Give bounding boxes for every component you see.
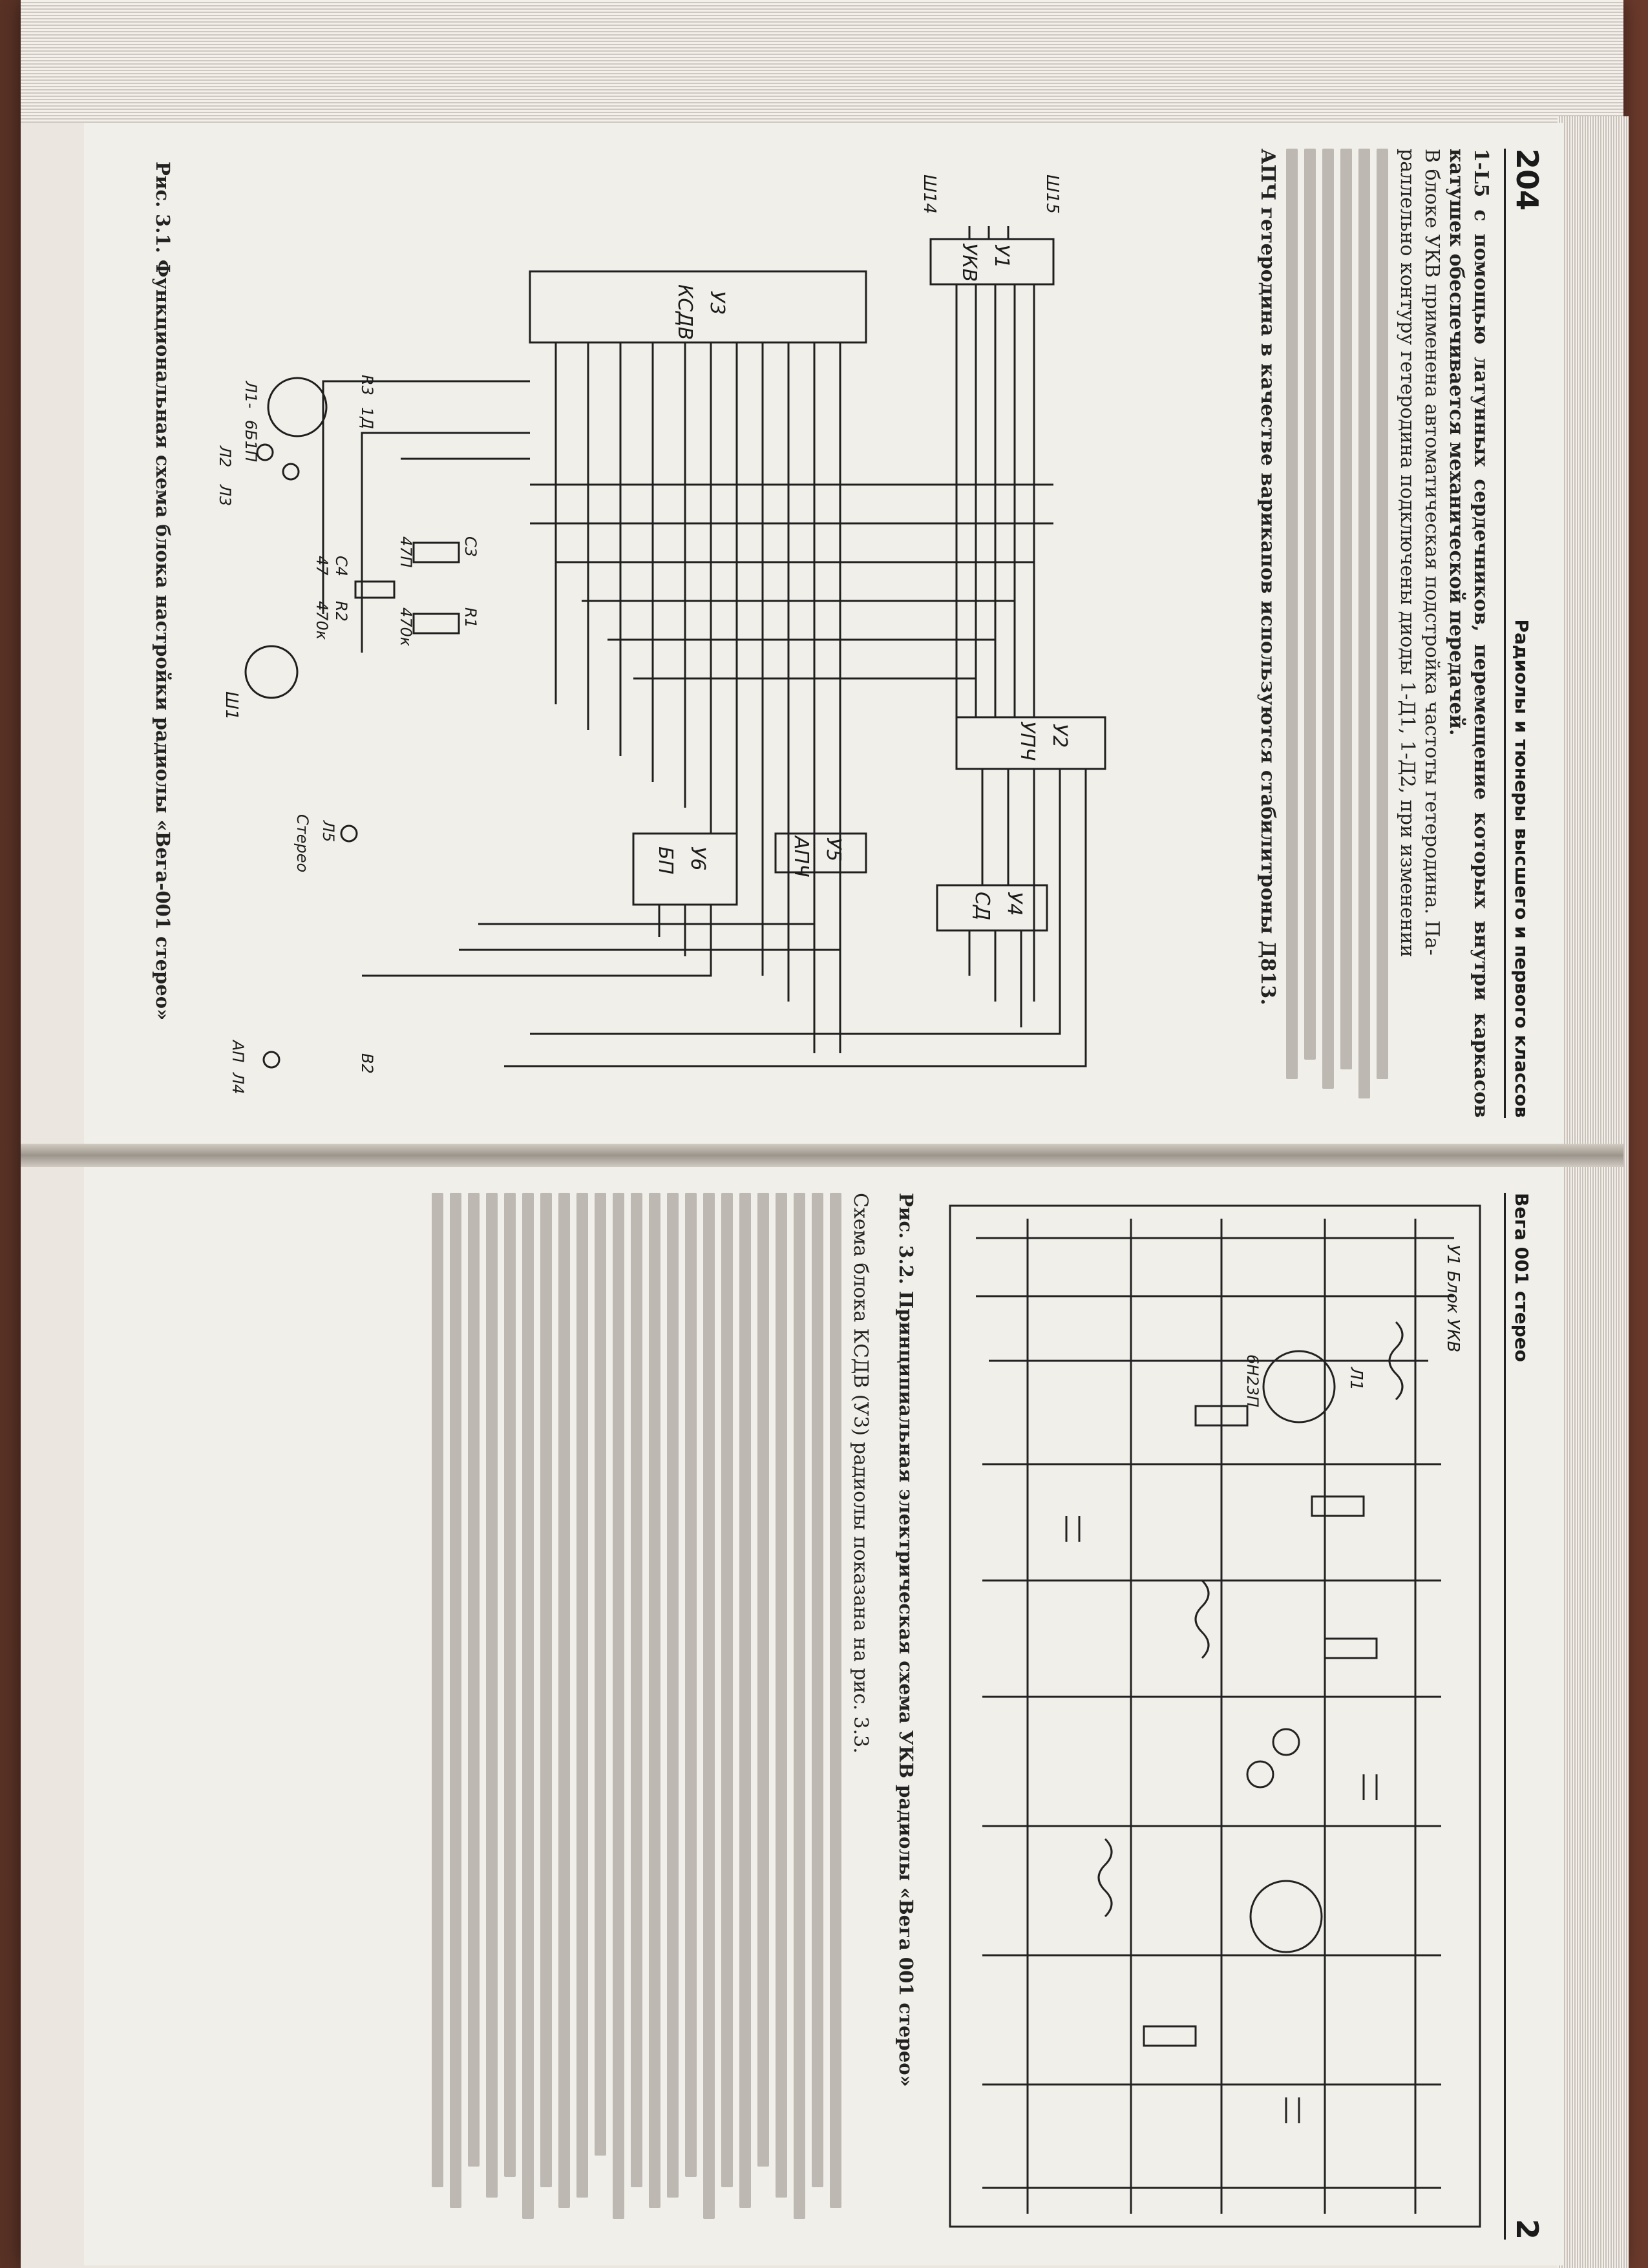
label-u4: У4 bbox=[1003, 892, 1026, 916]
label-tube: 6Н23П bbox=[1243, 1354, 1262, 1407]
functional-schematic bbox=[194, 162, 1202, 1105]
illegible-line bbox=[739, 1193, 751, 2208]
principal-schematic bbox=[931, 1193, 1493, 2240]
paragraph-line-2: раллельно контуру гетеродина подключены диоды 1-Д1, 1-Д2, при изменении bbox=[1396, 149, 1419, 958]
illegible-line bbox=[631, 1193, 642, 2187]
label-r3-value: 1Д bbox=[358, 407, 376, 430]
illegible-line bbox=[776, 1193, 787, 2198]
label-sd: СД bbox=[971, 892, 993, 921]
page-number: 204 bbox=[1510, 149, 1545, 211]
page-204 bbox=[84, 123, 1564, 1144]
label-u2: У2 bbox=[1048, 724, 1071, 748]
label-l2: Л2 bbox=[216, 446, 234, 468]
label-block-ukv: У1 Блок УКВ bbox=[1443, 1244, 1463, 1353]
label-sh15: Ш15 bbox=[1042, 174, 1062, 214]
last-line: АПЧ гетеродина в качестве варикапов используются стабилитроны Д813. bbox=[1256, 149, 1279, 1005]
label-l4: Л4 bbox=[229, 1073, 247, 1095]
illegible-line bbox=[522, 1193, 534, 2219]
illegible-line bbox=[1304, 149, 1316, 1060]
label-sh1: Ш1 bbox=[222, 691, 241, 720]
label-ukv: УКВ bbox=[958, 243, 980, 282]
illegible-line bbox=[540, 1193, 552, 2187]
label-u5: У5 bbox=[822, 837, 845, 862]
illegible-line bbox=[450, 1193, 461, 2208]
label-r2-value: 470к bbox=[313, 601, 331, 640]
page-edges-top bbox=[21, 0, 1623, 123]
label-c3-value: 47П bbox=[397, 536, 415, 568]
page-header bbox=[1504, 1193, 1545, 2240]
illegible-line bbox=[486, 1193, 498, 2198]
illegible-line bbox=[1286, 149, 1298, 1079]
page-right-content bbox=[84, 1167, 1564, 2265]
book-gutter bbox=[21, 1144, 1623, 1167]
label-ksdv: КСДВ bbox=[673, 284, 696, 341]
body-text bbox=[425, 1193, 872, 2240]
label-l1: Л1- bbox=[242, 381, 260, 408]
page-header bbox=[1504, 149, 1545, 1118]
page-right bbox=[84, 1167, 1564, 2265]
illegible-line bbox=[1322, 149, 1334, 1089]
paragraph-line-1: Схема блока КСДВ (У3) радиолы показана на рис. 3.3. bbox=[849, 1193, 872, 1754]
illegible-line bbox=[667, 1193, 679, 2198]
illegible-line bbox=[649, 1193, 660, 2208]
label-u1: У1 bbox=[990, 244, 1013, 269]
page-204-content bbox=[84, 123, 1564, 1144]
label-l1: Л1 bbox=[1346, 1367, 1366, 1391]
illegible-line bbox=[685, 1193, 697, 2177]
label-stereo: Стерео bbox=[293, 814, 312, 873]
running-head: Вега 001 стерео bbox=[1511, 1193, 1532, 1362]
running-head: Радиолы и тюнеры высшего и первого классов bbox=[1511, 619, 1532, 1118]
label-c4: С4 bbox=[332, 556, 350, 577]
illegible-line bbox=[830, 1193, 841, 2208]
illegible-line bbox=[757, 1193, 769, 2167]
label-v2: В2 bbox=[358, 1053, 376, 1074]
illegible-line bbox=[576, 1193, 588, 2198]
illegible-line bbox=[1358, 149, 1370, 1098]
figure-caption: Рис. 3.2. Принципиальная электрическая схема УКВ радиолы «Вега 001 стерео» bbox=[895, 1193, 917, 2087]
illegible-line bbox=[468, 1193, 480, 2167]
page-number: 2 bbox=[1510, 2218, 1545, 2240]
intro-text: 1-L5 с помощью латунных сердечников, перемещение которых внутри каркасов катушек обеспечивается механической передачей. bbox=[1445, 149, 1492, 1118]
page-edges-right bbox=[1558, 116, 1629, 2268]
illegible-line bbox=[1377, 149, 1388, 1079]
label-upch: УПЧ bbox=[1016, 721, 1039, 761]
label-l3: Л3 bbox=[216, 485, 234, 507]
illegible-line bbox=[432, 1193, 443, 2187]
label-r2: R2 bbox=[332, 601, 350, 622]
label-sh14: Ш14 bbox=[920, 174, 939, 214]
body-text bbox=[1255, 149, 1493, 1118]
label-l5: Л5 bbox=[319, 821, 337, 843]
label-c4-value: 47 bbox=[313, 556, 331, 576]
illegible-line bbox=[558, 1193, 570, 2208]
illegible-line bbox=[595, 1193, 606, 2156]
illegible-line bbox=[504, 1193, 516, 2177]
illegible-line bbox=[613, 1193, 624, 2219]
label-lamp: 6Б1П bbox=[242, 420, 260, 463]
label-u3: У3 bbox=[706, 291, 728, 315]
label-u6: У6 bbox=[686, 846, 709, 871]
label-ap: АП bbox=[229, 1040, 247, 1063]
illegible-line bbox=[794, 1193, 805, 2219]
label-r1: R1 bbox=[461, 607, 480, 628]
illegible-line bbox=[703, 1193, 715, 2219]
label-r3: R3 bbox=[358, 375, 376, 395]
label-r1-value: 470к bbox=[397, 607, 415, 647]
label-c3: С3 bbox=[461, 536, 480, 558]
illegible-line bbox=[812, 1193, 823, 2187]
paragraph-line-1: В блоке УКВ применена автоматическая подстройка частоты гетеродина. Па- bbox=[1421, 149, 1443, 956]
illegible-line bbox=[721, 1193, 733, 2187]
illegible-line bbox=[1340, 149, 1352, 1069]
label-apch: АПЧ bbox=[790, 836, 812, 877]
label-bp: БП bbox=[654, 846, 677, 875]
figure-caption: Рис. 3.1. Функциональная схема блока настройки радиолы «Вега-001 стерео» bbox=[152, 162, 174, 1021]
